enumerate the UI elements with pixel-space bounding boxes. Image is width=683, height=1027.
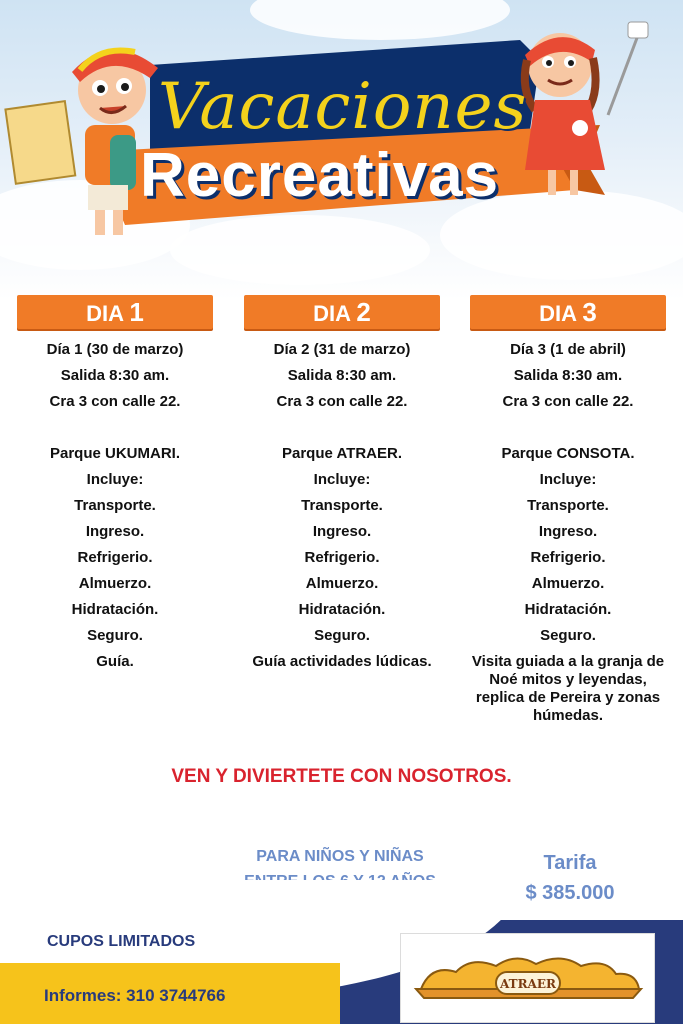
price-block [495, 848, 645, 908]
day-1-park: Parque UKUMARI. [49, 445, 180, 462]
day-1-include-item: Incluye: [86, 471, 144, 488]
day-2-include-item: Ingreso. [312, 523, 372, 540]
day-1-address: Cra 3 con calle 22. [49, 393, 181, 410]
contact-phone: Informes: 310 3744766 [44, 986, 226, 1005]
day-3-header [470, 295, 666, 329]
day-1-include-item: Seguro. [87, 627, 143, 644]
day-1-include-item: Refrigerio. [77, 549, 153, 566]
day-1-include-item: Almuerzo. [78, 575, 152, 592]
day-1-include-item: Guía. [96, 653, 134, 670]
day-2-include-item: Refrigerio. [304, 549, 380, 566]
day-2-address: Cra 3 con calle 22. [276, 393, 408, 410]
day-2-departure: Salida 8:30 am. [287, 367, 397, 384]
day-3-extra-visit: Visita guiada a la granja de Noé mitos y leyendas, replica de Pereira y zonas húmedas. [471, 653, 665, 724]
price-label: Tarifa [543, 852, 597, 874]
day-3-address: Cra 3 con calle 22. [502, 393, 634, 410]
day-1-column [17, 295, 213, 675]
day-3-date: Día 3 (1 de abril) [510, 341, 626, 358]
logo-text: ATRAER [500, 977, 556, 991]
day-3-include-item: Ingreso. [538, 523, 598, 540]
girl-illustration [525, 22, 648, 195]
day-3-include-item: Almuerzo. [531, 575, 605, 592]
day-2-include-item: Guía actividades lúdicas. [252, 653, 432, 670]
day-2-header [244, 295, 440, 329]
day-3-departure: Salida 8:30 am. [513, 367, 623, 384]
day-1-word: DIA [86, 301, 124, 326]
day-3-number: 3 [582, 297, 597, 327]
day-2-include-item: Transporte. [301, 497, 383, 514]
day-1-number: 1 [129, 297, 144, 327]
day-2-column [244, 295, 440, 675]
day-1-include-item: Ingreso. [85, 523, 145, 540]
day-2-number: 2 [356, 297, 371, 327]
day-1-include-item: Transporte. [74, 497, 156, 514]
day-1-date: Día 1 (30 de marzo) [46, 341, 184, 358]
day-2-date: Día 2 (31 de marzo) [273, 341, 411, 358]
day-2-include-item: Seguro. [314, 627, 370, 644]
day-2-include-item: Almuerzo. [305, 575, 379, 592]
day-1-include-item: Hidratación. [71, 601, 159, 618]
day-3-include-item: Incluye: [539, 471, 597, 488]
title-line-2: Recreativas [140, 141, 500, 210]
price-value: $ 385.000 [525, 882, 615, 904]
day-2-word: DIA [313, 301, 351, 326]
day-2-include-item: Incluye: [313, 471, 371, 488]
day-3-include-item: Hidratación. [524, 601, 612, 618]
atraer-logo [400, 933, 655, 1023]
day-1-departure: Salida 8:30 am. [60, 367, 170, 384]
atraer-logo-graphic [401, 934, 654, 1022]
day-2-include-item: Hidratación. [298, 601, 386, 618]
slogan: VEN Y DIVIERTETE CON NOSOTROS. [171, 766, 512, 787]
day-3-word: DIA [539, 301, 577, 326]
day-2-park: Parque ATRAER. [281, 445, 402, 462]
day-3-column [470, 295, 666, 725]
day-3-include-item: Transporte. [527, 497, 609, 514]
audience-line: PARA NIÑOS Y NIÑAS [256, 848, 424, 865]
day-3-include-item: Refrigerio. [530, 549, 606, 566]
day-3-include-item: Seguro. [540, 627, 596, 644]
limited-spots-text: CUPOS LIMITADOS [47, 933, 196, 950]
day-3-park: Parque CONSOTA. [501, 445, 635, 462]
day-1-header [17, 295, 213, 329]
title-line-1: Vacaciones [158, 70, 528, 144]
